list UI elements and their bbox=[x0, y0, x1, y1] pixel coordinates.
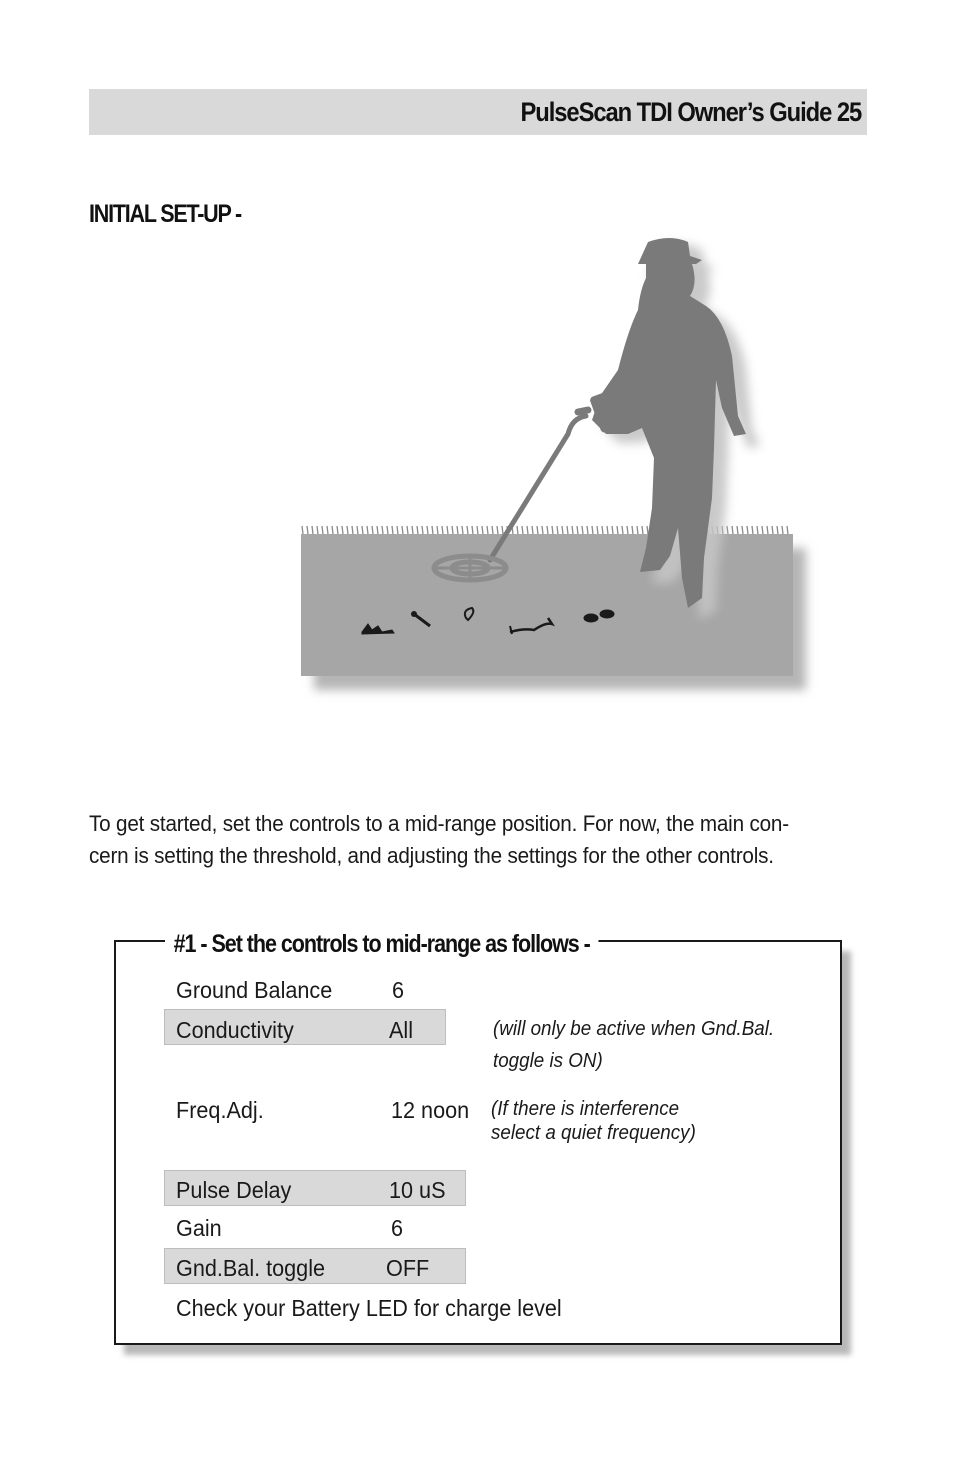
page-header-title: PulseScan TDI Owner’s Guide 25 bbox=[520, 97, 861, 127]
search-coil bbox=[434, 556, 506, 580]
conductivity-note bbox=[493, 1013, 792, 1077]
setting-label: Pulse Delay bbox=[176, 1177, 292, 1203]
intro-line-2: cern is setting the threshold, and adjusting the settings for the other controls. bbox=[89, 843, 774, 868]
setting-label: Gain bbox=[176, 1215, 222, 1241]
setting-value: 12 noon bbox=[391, 1097, 470, 1123]
battery-check-text: Check your Battery LED for charge level bbox=[176, 1295, 562, 1321]
setting-label: Ground Balance bbox=[176, 977, 333, 1003]
intro-paragraph bbox=[89, 808, 869, 872]
setting-value: All bbox=[389, 1017, 414, 1043]
setting-label: Freq.Adj. bbox=[176, 1097, 264, 1123]
setting-label: Conductivity bbox=[176, 1017, 294, 1043]
setting-value: 6 bbox=[391, 1215, 404, 1241]
freq-note bbox=[491, 1097, 709, 1145]
intro-line-1: To get started, set the controls to a mid-range position. For now, the main con- bbox=[89, 811, 789, 836]
setting-value: OFF bbox=[386, 1255, 430, 1281]
conductivity-note-line-2: toggle is ON) bbox=[493, 1050, 603, 1072]
metal-detecting-illustration bbox=[290, 230, 830, 710]
page-header-bar bbox=[89, 89, 867, 135]
section-title: INITIAL SET-UP - bbox=[89, 200, 241, 228]
settings-box-title: #1 - Set the controls to mid-range as follows - bbox=[165, 930, 598, 959]
setting-value: 10 uS bbox=[389, 1177, 446, 1203]
freq-note-line-1: (If there is interference bbox=[491, 1098, 680, 1120]
conductivity-note-line-1: (will only be active when Gnd.Bal. bbox=[493, 1018, 775, 1040]
freq-note-line-2: select a quiet frequency) bbox=[491, 1122, 696, 1144]
setting-value: 6 bbox=[392, 977, 405, 1003]
setting-label: Gnd.Bal. toggle bbox=[176, 1255, 326, 1281]
